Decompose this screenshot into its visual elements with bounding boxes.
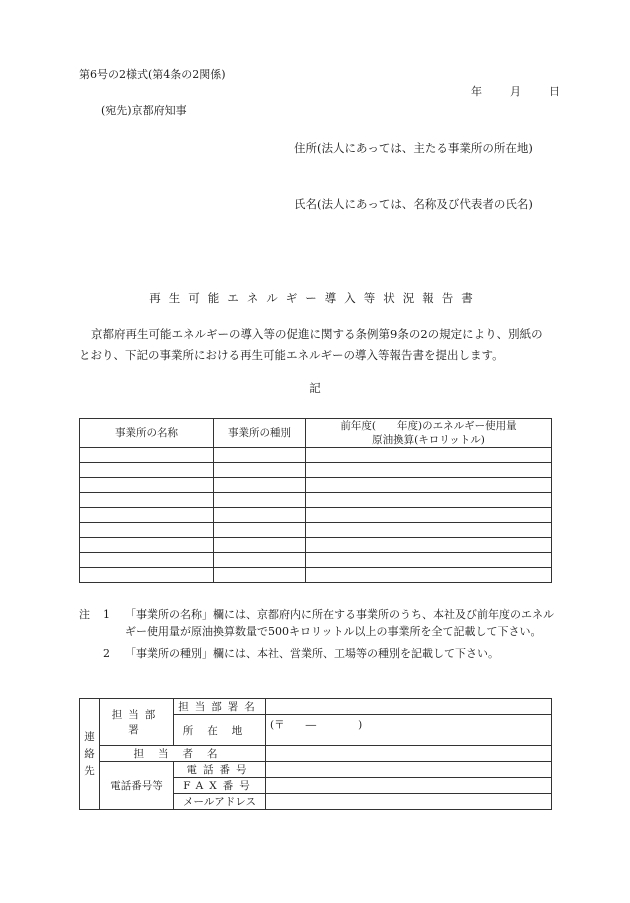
phone-group-label: 電話番号等 — [100, 762, 174, 810]
facility-name-cell[interactable] — [80, 463, 214, 478]
energy-usage-cell[interactable] — [306, 553, 552, 568]
addressee: (宛先)京都府知事 — [101, 104, 187, 117]
fax-label: FAX番号 — [174, 778, 266, 794]
facility-row — [80, 538, 552, 553]
facility-row — [80, 508, 552, 523]
body-text — [79, 324, 553, 366]
notes — [79, 606, 559, 662]
date-year-label: 年 — [471, 85, 482, 98]
col-energy-usage-line2: 原油換算(キロリットル) — [372, 434, 485, 446]
facility-name-cell[interactable] — [80, 538, 214, 553]
phone-label: 電話番号 — [174, 762, 266, 778]
body-line-2: とおり、下記の事業所における再生可能エネルギーの導入等報告書を提出します。 — [79, 348, 504, 362]
energy-usage-cell[interactable] — [306, 508, 552, 523]
location-label: 所在地 — [174, 715, 266, 746]
energy-usage-cell[interactable] — [306, 463, 552, 478]
col-energy-usage — [306, 419, 552, 448]
address-label: 住所(法人にあっては、主たる事業所の所在地) — [294, 141, 533, 155]
body-line-1: 京都府再生可能エネルギーの導入等の促進に関する条例第9条の2の規定により、別紙の — [91, 327, 543, 341]
postal-code-text: (〒 ― ) — [270, 719, 363, 731]
person-field[interactable] — [266, 746, 552, 762]
facility-name-cell[interactable] — [80, 568, 214, 583]
facility-name-cell[interactable] — [80, 478, 214, 493]
contact-side-char-2: 絡 — [84, 747, 95, 760]
dept-group-label: 担当部署 — [100, 699, 174, 746]
contact-side-label — [80, 699, 100, 810]
facility-type-cell[interactable] — [214, 448, 306, 463]
document-title: 再生可能エネルギー導入等状況報告書 — [149, 291, 481, 305]
facility-row — [80, 523, 552, 538]
energy-usage-cell[interactable] — [306, 478, 552, 493]
energy-usage-cell[interactable] — [306, 493, 552, 508]
note-2 — [79, 645, 559, 662]
facility-type-cell[interactable] — [214, 463, 306, 478]
facility-name-cell[interactable] — [80, 523, 214, 538]
note-2-text: 「事業所の種別」欄には、本社、営業所、工場等の種別を記載して下さい。 — [125, 647, 499, 660]
facility-rows — [80, 448, 552, 583]
contact-row-person — [80, 746, 552, 762]
contact-side-char-3: 先 — [84, 764, 95, 777]
facility-type-cell[interactable] — [214, 538, 306, 553]
date-month-label: 月 — [510, 85, 521, 98]
facility-row — [80, 553, 552, 568]
facility-table — [79, 418, 552, 583]
facility-name-cell[interactable] — [80, 553, 214, 568]
note-label: 注 — [79, 608, 90, 621]
form-number: 第6号の2様式(第4条の2関係) — [79, 68, 226, 81]
facility-name-cell[interactable] — [80, 493, 214, 508]
note-2-number: 2 — [103, 647, 110, 660]
contact-row-dept-name — [80, 699, 552, 715]
dept-name-label: 担当部署名 — [174, 699, 266, 715]
ki-heading: 記 — [309, 381, 321, 395]
note-1-text: 「事業所の名称」欄には、京都府内に所在する事業所のうち、本社及び前年度のエネルギー使用量が原油換算数量で500キロリットル以上の事業所を全て記載して下さい。 — [125, 608, 554, 638]
facility-row — [80, 493, 552, 508]
contact-side-char-1: 連 — [84, 730, 95, 743]
contact-table — [79, 698, 552, 810]
facility-row — [80, 568, 552, 583]
dept-name-field[interactable] — [266, 699, 552, 715]
facility-row — [80, 448, 552, 463]
col-energy-usage-line1: 前年度( 年度)のエネルギー使用量 — [340, 420, 517, 432]
energy-usage-cell[interactable] — [306, 568, 552, 583]
col-facility-type: 事業所の種別 — [214, 419, 306, 448]
note-1 — [79, 606, 559, 640]
contact-row-phone — [80, 762, 552, 778]
date-line — [471, 83, 560, 99]
location-field[interactable] — [266, 715, 552, 746]
facility-type-cell[interactable] — [214, 523, 306, 538]
facility-name-cell[interactable] — [80, 448, 214, 463]
phone-field[interactable] — [266, 762, 552, 778]
facility-type-cell[interactable] — [214, 493, 306, 508]
facility-type-cell[interactable] — [214, 553, 306, 568]
email-field[interactable] — [266, 794, 552, 810]
facility-type-cell[interactable] — [214, 568, 306, 583]
facility-header-row — [80, 419, 552, 448]
facility-type-cell[interactable] — [214, 508, 306, 523]
facility-name-cell[interactable] — [80, 508, 214, 523]
name-label: 氏名(法人にあっては、名称及び代表者の氏名) — [294, 197, 533, 211]
note-1-number: 1 — [103, 608, 110, 621]
col-facility-name: 事業所の名称 — [80, 419, 214, 448]
energy-usage-cell[interactable] — [306, 538, 552, 553]
fax-field[interactable] — [266, 778, 552, 794]
facility-row — [80, 478, 552, 493]
person-label: 担当者名 — [100, 746, 266, 762]
email-label: メールアドレス — [174, 794, 266, 810]
energy-usage-cell[interactable] — [306, 523, 552, 538]
facility-type-cell[interactable] — [214, 478, 306, 493]
facility-row — [80, 463, 552, 478]
energy-usage-cell[interactable] — [306, 448, 552, 463]
date-day-label: 日 — [549, 85, 560, 98]
